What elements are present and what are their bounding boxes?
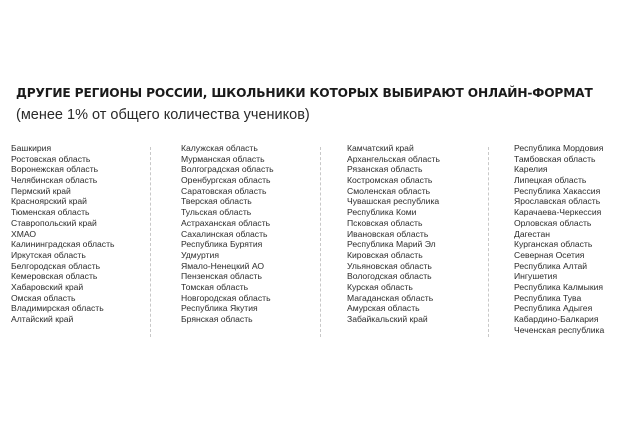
region-list-item: Челябинская область [11, 175, 98, 186]
region-list-item: Ярославская область [514, 196, 601, 207]
region-list-item: Липецкая область [514, 175, 587, 186]
region-column-1 [11, 143, 115, 325]
region-list-item: Тюменская область [11, 207, 90, 218]
region-list-item: Кемеровская область [11, 271, 98, 282]
region-list-item: Курганская область [514, 239, 593, 250]
region-column-2 [181, 143, 274, 325]
region-list-item: Тамбовская область [514, 153, 596, 164]
region-list-item: Красноярский край [11, 196, 87, 207]
region-list-item: Калужская область [181, 143, 258, 153]
region-list-item: Республика Коми [347, 207, 417, 218]
region-list-item: Республика Хакассия [514, 185, 601, 196]
region-list-item: Саратовская область [181, 185, 267, 196]
region-list-item: Республика Мордовия [514, 143, 604, 153]
region-list-item: Чеченская республика [514, 324, 605, 335]
region-list-item: Ивановская область [347, 228, 429, 239]
page-subtitle: (менее 1% от общего количества учеников) [16, 107, 310, 123]
region-list-item: Пермский край [11, 185, 71, 196]
region-list-item: Башкирия [11, 143, 52, 153]
region-list-item: Карачаева-Черкессия [514, 207, 602, 218]
region-list-item: Белгородская область [11, 260, 101, 271]
region-list-item: Ульяновская область [347, 260, 432, 271]
region-list-item: Ставропольский край [11, 217, 97, 228]
region-list-item: Калининградская область [11, 239, 115, 250]
region-list-item: Сахалинская область [181, 228, 268, 239]
region-list-item: Республика Тува [514, 292, 582, 303]
region-list-item: Псковская область [347, 217, 423, 228]
region-list-item: Ингушетия [514, 271, 558, 282]
region-list-item: Республика Калмыкия [514, 281, 604, 292]
region-column-3 [347, 143, 440, 325]
region-list-item: Дагестан [514, 228, 550, 239]
region-list-item: Кировская область [347, 249, 423, 260]
region-list-item: Омская область [11, 292, 76, 303]
region-list-item: Орловская область [514, 217, 592, 228]
region-list-item: Смоленская область [347, 185, 431, 196]
region-list-item: Брянская область [181, 314, 253, 324]
region-list-item: Республика Адыгея [514, 303, 593, 314]
column-divider [488, 147, 489, 337]
region-list-item: Томская область [181, 281, 249, 292]
region-list-item: Иркутская область [11, 249, 86, 260]
region-list-item: Республика Якутия [181, 303, 258, 314]
region-list-item: Рязанская область [347, 164, 423, 175]
region-list-item: Курская область [347, 281, 413, 292]
region-list-item: Владимирская область [11, 303, 104, 314]
region-list-item: Чувашская республика [347, 196, 440, 207]
region-list-item: Астраханская область [181, 217, 271, 228]
region-list-item: Алтайский край [11, 314, 74, 324]
region-list-item: ХМАО [11, 228, 37, 239]
region-list-item: Ямало-Ненецкий АО [181, 260, 265, 271]
region-list-item: Архангельская область [347, 153, 440, 164]
region-list-item: Оренбургская область [181, 175, 271, 186]
region-list-item: Северная Осетия [514, 249, 585, 260]
page-title: ДРУГИЕ РЕГИОНЫ РОССИИ, ШКОЛЬНИКИ КОТОРЫХ ВЫБИРАЮТ ОНЛАЙН-ФОРМАТ [16, 86, 593, 100]
region-list-item: Волгоградская область [181, 164, 274, 175]
column-divider [150, 147, 151, 337]
region-list-item: Тверская область [181, 196, 252, 207]
region-list-item: Новгородская область [181, 292, 271, 303]
region-list-item: Тульская область [181, 207, 252, 218]
region-list-item: Кабардино-Балкария [514, 314, 599, 324]
region-list-item: Республика Бурятия [181, 239, 263, 250]
region-list-item: Воронежская область [11, 164, 99, 175]
region-list-item: Республика Алтай [514, 260, 588, 271]
region-list-item: Магаданская область [347, 292, 434, 303]
region-list-item: Костромская область [347, 175, 433, 186]
region-list-item: Республика Марий Эл [347, 239, 436, 250]
region-list-item: Мурманская область [181, 153, 265, 164]
column-divider [320, 147, 321, 337]
region-list-item: Камчатский край [347, 143, 414, 153]
region-list-item: Удмуртия [181, 249, 219, 260]
region-column-4 [514, 143, 604, 335]
region-list-item: Пензенская область [181, 271, 262, 282]
region-list-item: Ростовская область [11, 153, 91, 164]
region-list-item: Хабаровский край [11, 281, 84, 292]
region-list-item: Амурская область [347, 303, 420, 314]
region-list-item: Вологодская область [347, 271, 432, 282]
region-list-item: Карелия [514, 164, 548, 175]
region-list-item: Забайкальский край [347, 314, 428, 324]
